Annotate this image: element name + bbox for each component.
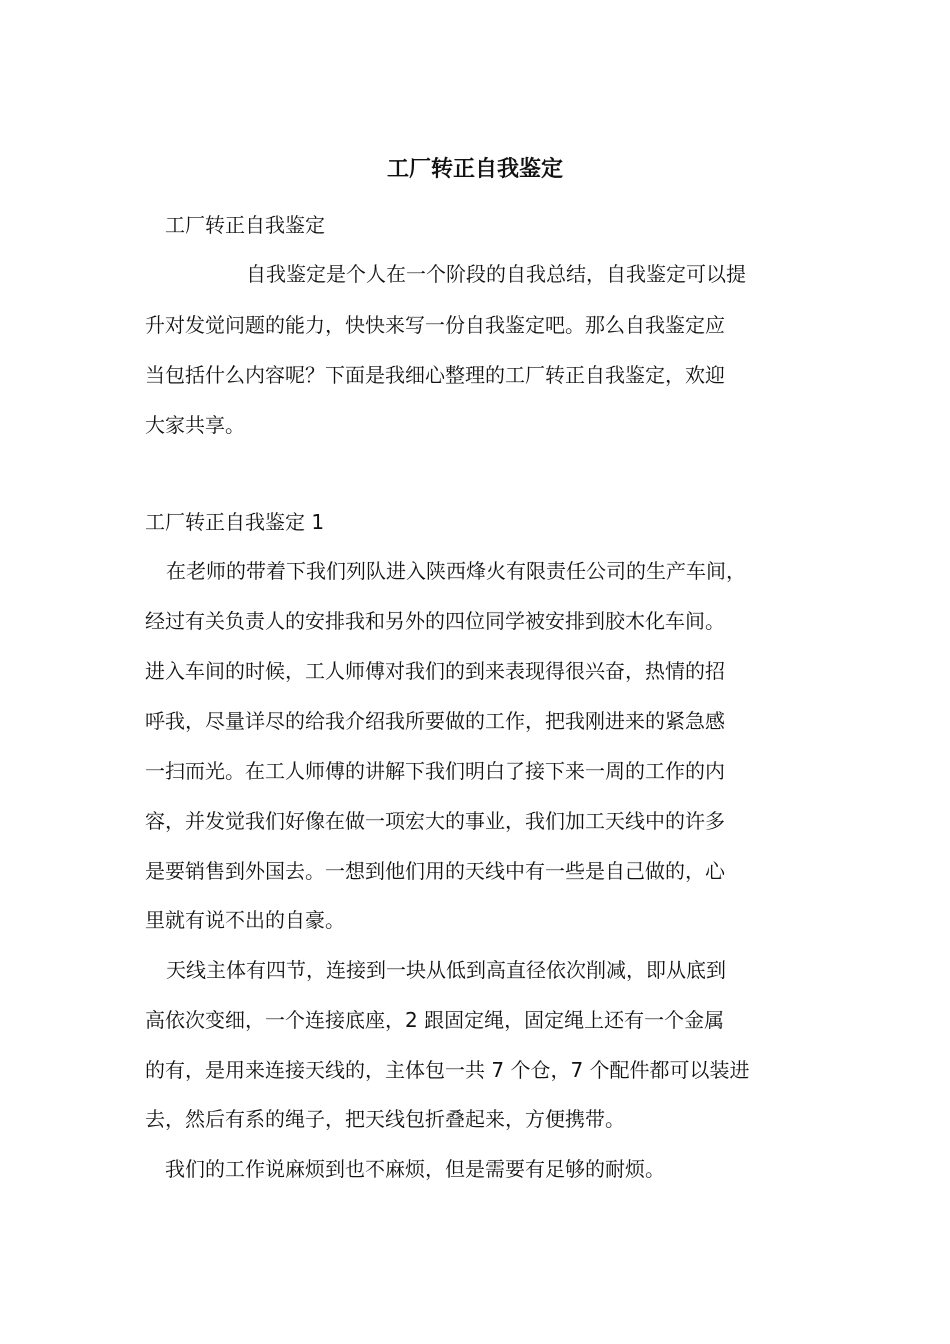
- intro-line-1: 自我鉴定是个人在一个阶段的自我总结，自我鉴定可以提: [246, 262, 746, 286]
- document-title: 工厂转正自我鉴定: [386, 157, 563, 182]
- paragraph-1-line-6: 容，并发觉我们好像在做一项宏大的事业，我们加工天线中的许多: [145, 809, 725, 833]
- paragraph-1-line-7: 是要销售到外国去。一想到他们用的天线中有一些是自己做的，心: [145, 859, 725, 883]
- intro-line-2: 升对发觉问题的能力，快快来写一份自我鉴定吧。那么自我鉴定应: [145, 313, 725, 337]
- paragraph-1-line-1: 在老师的带着下我们列队进入陕西烽火有限责任公司的生产车间，: [166, 559, 746, 583]
- paragraph-2-line-2: 高依次变细，一个连接底座，2 跟固定绳，固定绳上还有一个金属: [145, 1008, 725, 1032]
- paragraph-2-line-3: 的有，是用来连接天线的，主体包一共 7 个仓，7 个配件都可以装进: [145, 1058, 750, 1082]
- paragraph-1-line-4: 呼我，尽量详尽的给我介绍我所要做的工作，把我刚进来的紧急感: [145, 709, 725, 733]
- paragraph-1-line-2: 经过有关负责人的安排我和另外的四位同学被安排到胶木化车间。: [145, 609, 725, 633]
- document-subtitle: 工厂转正自我鉴定: [165, 213, 325, 237]
- paragraph-3-line-1: 我们的工作说麻烦到也不麻烦，但是需要有足够的耐烦。: [165, 1157, 665, 1181]
- section-1-heading: 工厂转正自我鉴定 1: [145, 510, 325, 534]
- intro-line-4: 大家共享。: [145, 413, 245, 437]
- paragraph-1-line-5: 一扫而光。在工人师傅的讲解下我们明白了接下来一周的工作的内: [145, 759, 725, 783]
- paragraph-1-line-3: 进入车间的时候，工人师傅对我们的到来表现得很兴奋，热情的招: [145, 659, 725, 683]
- paragraph-2-line-1: 天线主体有四节，连接到一块从低到高直径依次削减，即从底到: [166, 958, 726, 982]
- paragraph-2-line-4: 去，然后有系的绳子，把天线包折叠起来，方便携带。: [145, 1107, 625, 1131]
- intro-line-3: 当包括什么内容呢？下面是我细心整理的工厂转正自我鉴定，欢迎: [145, 363, 725, 387]
- paragraph-1-line-8: 里就有说不出的自豪。: [145, 908, 345, 932]
